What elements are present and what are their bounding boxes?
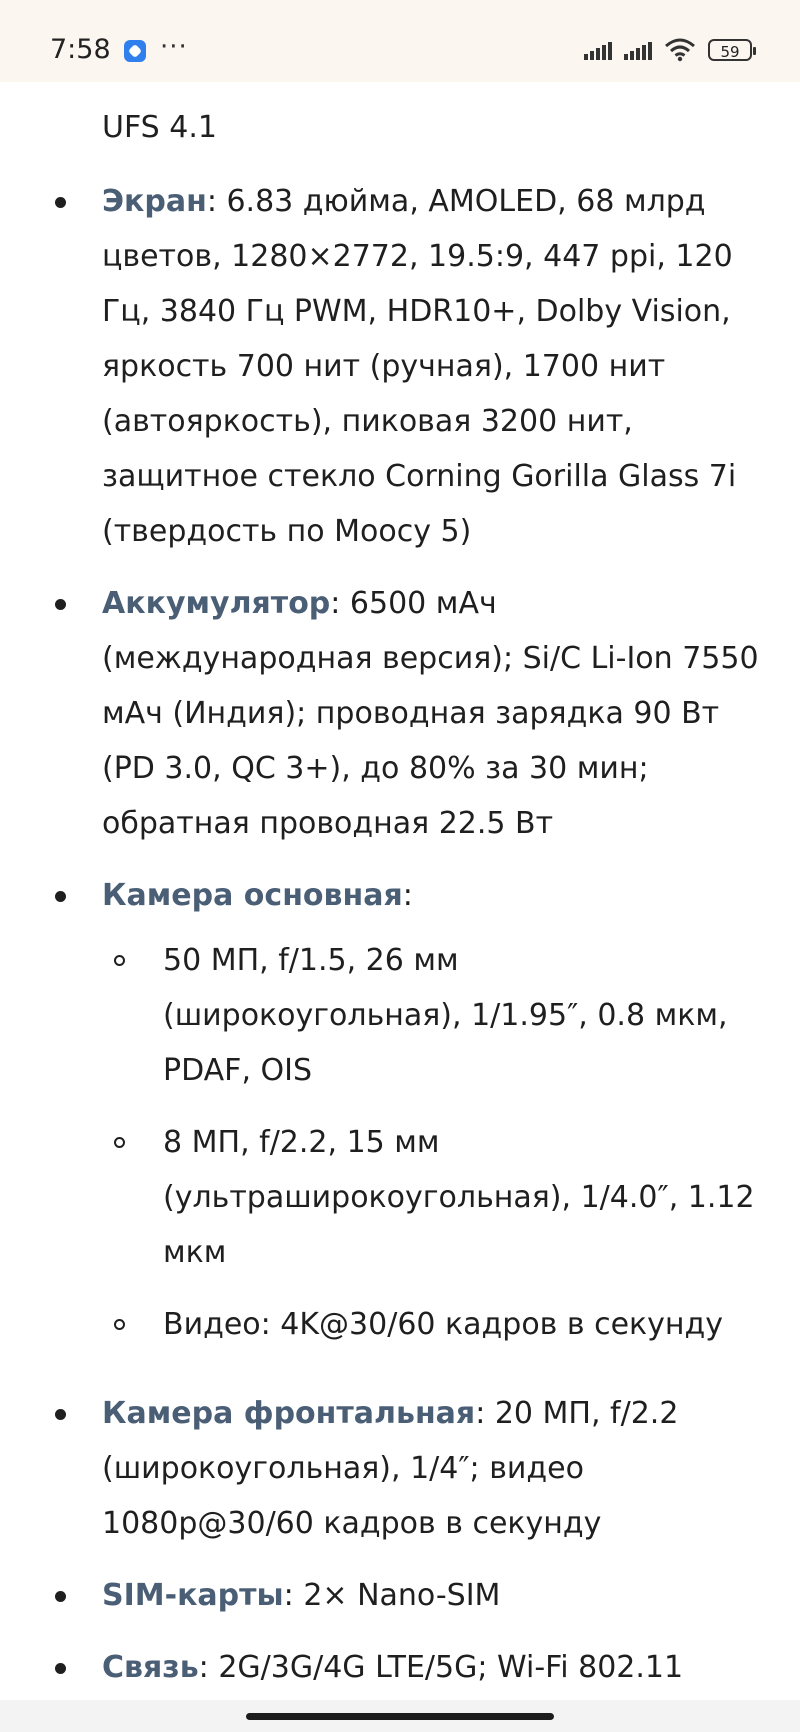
circle-bullet-icon: [114, 1137, 125, 1148]
specs-list: [0, 174, 800, 1712]
bullet-icon: [55, 599, 66, 610]
spec-text: : 2G/3G/4G LTE/5G; Wi-Fi 802.11: [198, 1650, 684, 1685]
spec-label: Экран: [102, 184, 207, 219]
spec-label: Аккумулятор: [102, 586, 331, 621]
app-notification-icon: [124, 40, 146, 62]
spec-text: :: [402, 878, 413, 913]
spec-label: Камера фронтальная: [102, 1396, 476, 1431]
circle-bullet-icon: [114, 1319, 125, 1330]
list-item-screen: [0, 174, 800, 559]
list-item-sim: [0, 1568, 800, 1623]
spec-label: SIM-карты: [102, 1578, 284, 1613]
bullet-icon: [55, 1409, 66, 1420]
battery-icon: [708, 39, 752, 61]
sub-list-item: [102, 1115, 760, 1280]
bullet-icon: [55, 891, 66, 902]
list-item-battery: [0, 576, 800, 851]
list-item-connectivity: [0, 1640, 800, 1695]
sub-item-text: Видео: 4K@30/60 кадров в секунду: [163, 1307, 724, 1342]
battery-level: 59: [720, 43, 740, 61]
wifi-icon: [664, 38, 696, 62]
sub-item-text: 8 МП, f/2.2, 15 мм (ультраширокоугольная), 1/4.0″, 1.12 мкм: [163, 1125, 755, 1270]
sub-list-item: [102, 933, 760, 1098]
sub-list-item: [102, 1297, 760, 1352]
spec-text: : 6.83 дюйма, AMOLED, 68 млрд цветов, 1280×2772, 19.5:9, 447 ppi, 120 Гц, 3840 Гц PWM, HDR10+, Dolby Vision, яркость 700 нит (ручная), 1700 нит (автояркость), пиковая 3200 нит, защитное стекло Corning Gorilla Glass 7i (твердость по Моосу 5): [102, 184, 737, 549]
list-item-main-camera: [0, 868, 800, 1352]
status-time: 7:58: [50, 34, 111, 65]
spec-text: : 20 МП, f/2.2 (широкоугольная), 1/4″; видео 1080p@30/60 кадров в секунду: [102, 1396, 679, 1541]
signal-icon: [584, 40, 612, 60]
sub-item-text: 50 МП, f/1.5, 26 мм (широкоугольная), 1/1.95″, 0.8 мкм, PDAF, OIS: [163, 943, 728, 1088]
home-indicator[interactable]: [246, 1713, 554, 1720]
status-bar: [0, 0, 800, 82]
bullet-icon: [55, 1663, 66, 1674]
list-item-front-camera: [0, 1386, 800, 1551]
circle-bullet-icon: [114, 955, 125, 966]
spec-text: : 2× Nano-SIM: [283, 1578, 501, 1613]
partial-line: UFS 4.1: [102, 110, 217, 145]
status-icons: [584, 38, 752, 62]
spec-label: Связь: [102, 1650, 199, 1685]
sub-list: [102, 933, 760, 1352]
more-notifications-icon: ···: [160, 32, 188, 62]
spec-text: : 6500 мАч (международная версия); Si/C Li-Ion 7550 мАч (Индия); проводная зарядка 90 Вт (PD 3.0, QC 3+), до 80% за 30 мин; обратная проводная 22.5 Вт: [102, 586, 759, 841]
bullet-icon: [55, 1591, 66, 1602]
signal-icon: [624, 40, 652, 60]
spec-label: Камера основная: [102, 878, 403, 913]
bullet-icon: [55, 197, 66, 208]
